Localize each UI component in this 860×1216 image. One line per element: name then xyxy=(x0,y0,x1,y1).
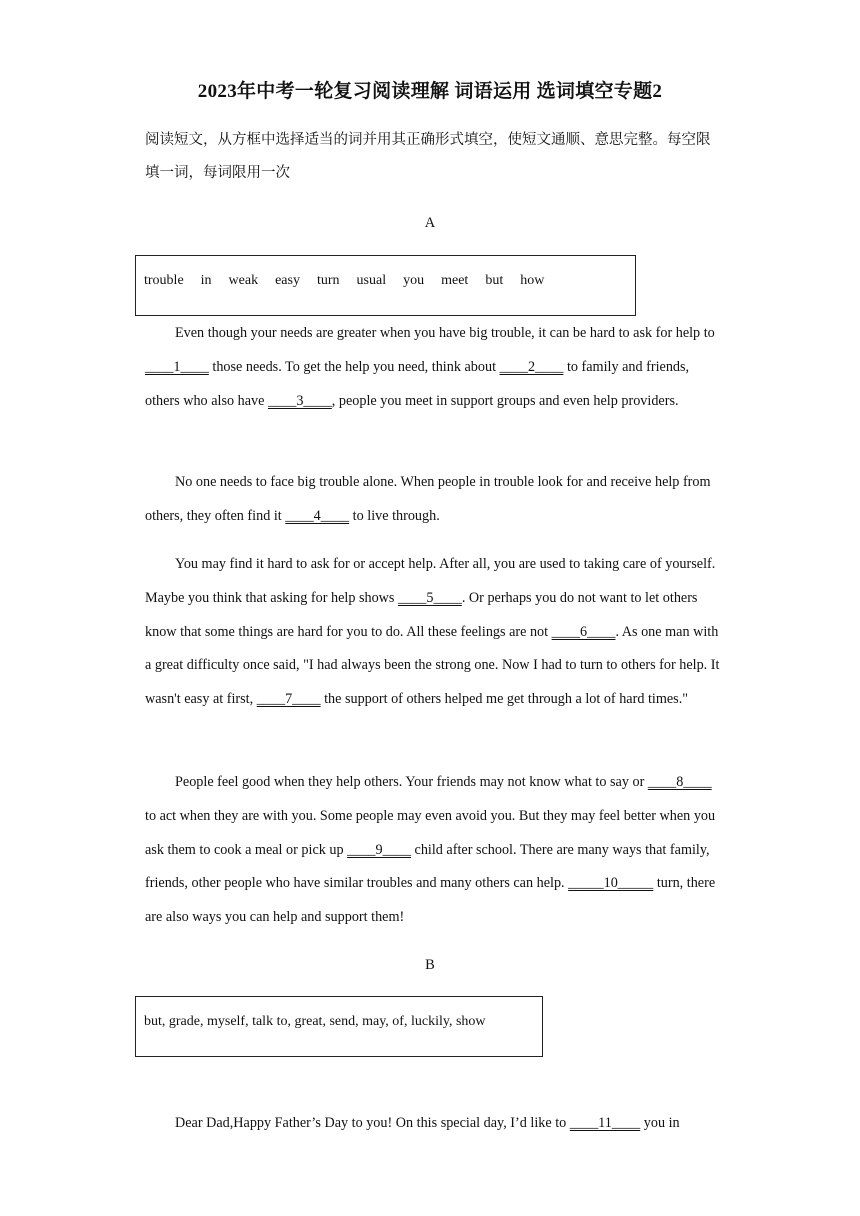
blank-4: ____4____ xyxy=(285,507,350,524)
text-run: you in xyxy=(640,1115,680,1131)
text-run: Even though your needs are greater when you have big trouble, it can be hard to ask for help to xyxy=(175,325,715,341)
paragraph-b1 xyxy=(145,1107,720,1141)
blank-9: ____9____ xyxy=(347,841,411,858)
word-box-item: usual xyxy=(356,273,387,288)
blank-8: ____8____ xyxy=(647,774,712,790)
text-run: . As one man with a great difficulty once said, "I had always been the strong one. Now I had to turn to others for help. It wasn't easy at first, xyxy=(145,623,720,708)
word-box-item: easy xyxy=(275,273,300,288)
paragraph-a3 xyxy=(145,548,720,717)
blank-1: ____1____ xyxy=(145,358,209,375)
text-run: the support of others helped me get through a lot of hard times." xyxy=(320,691,689,708)
word-box-b: but, grade, myself, talk to, great, send, may, of, luckily, show xyxy=(135,996,543,1057)
text-run: You may find it hard to ask for or accept help. After all, you are used to taking care of yourself. Maybe you think that asking for help shows xyxy=(145,556,716,606)
blank-2: ____2____ xyxy=(499,358,564,375)
word-box-item: how xyxy=(520,273,545,288)
page-title: 2023年中考一轮复习阅读理解 词语运用 选词填空专题2 xyxy=(197,81,663,102)
paragraph-a1 xyxy=(145,317,720,418)
blank-3: ____3____ xyxy=(267,392,332,409)
word-box-item: weak xyxy=(228,273,259,288)
word-box-item: but xyxy=(485,273,504,288)
section-b-label: B xyxy=(425,957,435,973)
word-box-a xyxy=(135,255,636,316)
text-run: child after school. There are many ways that family, friends, other people who have similar troubles and many others can help. xyxy=(145,841,710,892)
word-box-item: turn xyxy=(316,273,340,288)
text-run: People feel good when they help others. Your friends may not know what to say or xyxy=(175,774,648,790)
paragraph-a4 xyxy=(145,766,720,935)
text-run: No one needs to face big trouble alone. When people in trouble look for and receive help from others, they often find it xyxy=(145,474,711,524)
word-box-item: you xyxy=(403,273,425,288)
blank-11: ____11____ xyxy=(569,1115,641,1131)
text-run: to family and friends, others who also have xyxy=(145,358,690,409)
blank-7: ____7____ xyxy=(256,691,321,708)
section-a-label: A xyxy=(424,215,436,231)
text-run: Dear Dad,Happy Father’s Day to you! On this special day, I’d like to xyxy=(175,1115,570,1131)
paragraph-a2 xyxy=(145,466,720,534)
text-run: , people you meet in support groups and even help providers. xyxy=(331,392,679,409)
blank-10: _____10_____ xyxy=(568,875,654,892)
text-run: to live through. xyxy=(349,507,440,524)
text-run: to act when they are with you. Some people may even avoid you. But they may feel better when you ask them to cook a meal or pick up xyxy=(145,807,716,858)
word-box-item: in xyxy=(200,273,212,288)
blank-6: ____6____ xyxy=(551,623,616,640)
instructions: 阅读短文，从方框中选择适当的词并用其正确形式填空，使短文通顺、意思完整。每空限填一词，每词限用一次 xyxy=(145,132,711,181)
text-run: turn, there are also ways you can help and support them! xyxy=(145,875,716,926)
word-box-item: meet xyxy=(441,273,469,288)
text-run: . Or perhaps you do not want to let others know that some things are hard for you to do. All these feelings are not xyxy=(145,589,698,640)
blank-5: ____5____ xyxy=(397,589,462,606)
word-box-item: trouble xyxy=(144,273,184,288)
text-run: those needs. To get the help you need, think about xyxy=(208,358,500,375)
